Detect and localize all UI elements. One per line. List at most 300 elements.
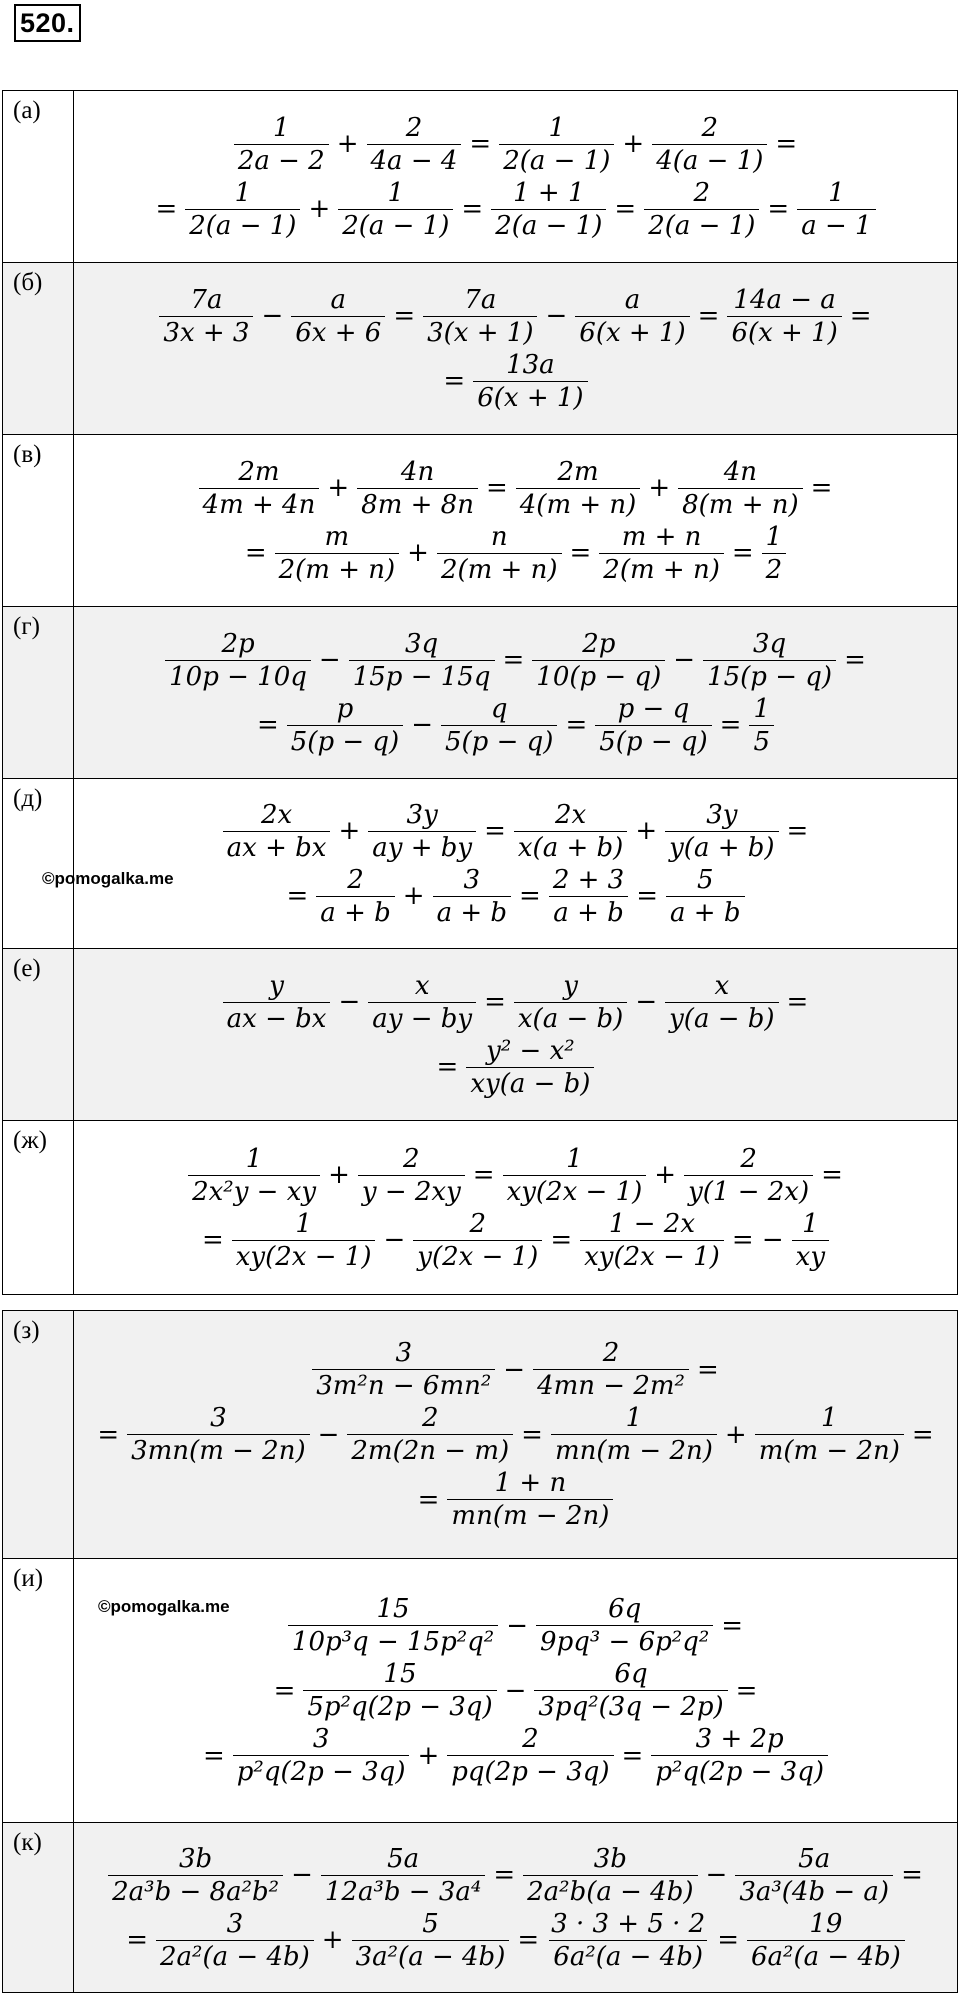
- fraction-denominator: ay − by: [368, 1002, 476, 1032]
- fraction: [514, 970, 627, 1034]
- fraction-numerator: 2m: [238, 456, 280, 487]
- fraction-numerator: y: [563, 970, 578, 1001]
- fraction-numerator: 3 · 3 + 5 · 2: [551, 1908, 706, 1939]
- fraction: [755, 1405, 904, 1464]
- fraction-numerator: a: [624, 284, 641, 315]
- operator: =: [393, 301, 416, 331]
- fraction: [437, 521, 562, 585]
- equation-line: [74, 1726, 957, 1785]
- equation-line: [74, 693, 957, 757]
- operator: +: [407, 538, 429, 568]
- equation-line: [74, 1340, 957, 1399]
- fraction-numerator: 2x: [260, 799, 293, 830]
- fraction-numerator: x: [714, 970, 730, 1001]
- fraction-numerator: m: [324, 521, 350, 552]
- fraction: [413, 1208, 542, 1272]
- solution-label: (е): [3, 949, 74, 1121]
- fraction: [797, 177, 875, 241]
- equation-line: [74, 177, 957, 241]
- fraction-denominator: 2m(2n − m): [347, 1434, 513, 1464]
- fraction-denominator: p²q(2p − 3q): [651, 1755, 828, 1785]
- fraction: [473, 349, 587, 413]
- fraction-denominator: 2(a − 1): [185, 209, 300, 239]
- fraction-denominator: xy(2x − 1): [503, 1175, 647, 1205]
- solution-label: (к): [3, 1823, 74, 1993]
- fraction: [368, 799, 476, 863]
- fraction: [233, 1726, 410, 1785]
- fraction-denominator: 3x + 3: [159, 316, 253, 346]
- operator: =: [502, 645, 525, 675]
- fraction-denominator: xy(2x − 1): [232, 1240, 376, 1270]
- operator: =: [911, 1419, 934, 1450]
- fraction: [223, 799, 331, 863]
- equation-line: [74, 1143, 957, 1207]
- operator: −: [504, 1675, 527, 1706]
- operator: =: [614, 194, 637, 224]
- fraction-numerator: 3q: [752, 628, 787, 659]
- fraction-numerator: 5: [422, 1908, 439, 1939]
- fraction-numerator: 6q: [614, 1659, 648, 1689]
- fraction: [644, 177, 759, 241]
- fraction: [275, 521, 400, 585]
- fraction: [367, 112, 462, 176]
- equation-line: [74, 1208, 957, 1272]
- fraction: [156, 1908, 314, 1972]
- solution-derivation: [74, 1311, 958, 1559]
- fraction-denominator: 3(x + 1): [423, 316, 537, 346]
- fraction-denominator: p²q(2p − 3q): [233, 1755, 410, 1785]
- fraction: [358, 1143, 465, 1207]
- fraction: [433, 864, 511, 928]
- fraction-numerator: 19: [809, 1908, 843, 1939]
- solution-row: [3, 779, 958, 949]
- fraction-numerator: 2: [602, 1338, 620, 1368]
- fraction-numerator: m + n: [621, 521, 702, 552]
- fraction-numerator: 2x: [554, 799, 587, 830]
- fraction: [665, 799, 778, 863]
- operator: =: [519, 881, 541, 911]
- fraction-denominator: xy(a − b): [466, 1067, 594, 1097]
- operator: +: [308, 194, 331, 224]
- operator: −: [317, 1419, 340, 1450]
- fraction: [514, 799, 627, 863]
- fraction: [727, 284, 841, 348]
- operator: =: [717, 1925, 740, 1955]
- fraction-denominator: mn(m − 2n): [447, 1499, 613, 1529]
- fraction-numerator: 1: [802, 1208, 819, 1239]
- fraction: [312, 1340, 495, 1399]
- fraction-denominator: 3a²(a − 4b): [352, 1940, 510, 1970]
- fraction: [368, 970, 476, 1034]
- fraction: [352, 1908, 510, 1972]
- operator: =: [731, 538, 754, 568]
- fraction-denominator: 3a³(4b − a): [735, 1875, 893, 1905]
- fraction-numerator: 1 − 2x: [608, 1208, 695, 1239]
- fraction: [288, 1596, 498, 1655]
- fraction: [287, 693, 403, 757]
- fraction: [792, 1208, 829, 1272]
- solution-derivation: [42, 779, 958, 949]
- fraction: [735, 1843, 893, 1907]
- equation-line: [74, 1035, 957, 1099]
- fraction-denominator: xy: [792, 1240, 829, 1270]
- operator: +: [336, 129, 359, 159]
- fraction-numerator: 2: [693, 177, 711, 208]
- equation-line: [74, 456, 957, 520]
- fraction-denominator: 2(a − 1): [499, 144, 614, 174]
- fraction-denominator: a + b: [666, 896, 744, 926]
- fraction-numerator: p − q: [617, 693, 690, 724]
- fraction: [532, 628, 665, 692]
- solution-row: [3, 1311, 958, 1559]
- fraction-denominator: 10p − 10q: [165, 660, 311, 690]
- operator: +: [417, 1740, 440, 1771]
- fraction-numerator: 6q: [608, 1594, 642, 1624]
- fraction-denominator: 10(p − q): [532, 660, 665, 690]
- fraction-numerator: 1 + n: [494, 1468, 567, 1498]
- watermark: ©pomogalka.me: [98, 1597, 230, 1616]
- fraction: [503, 1143, 647, 1207]
- fraction: [516, 456, 641, 520]
- fraction-numerator: 1: [272, 112, 290, 143]
- solution-derivation: [74, 91, 958, 263]
- fraction: [232, 1208, 376, 1272]
- operator: =: [697, 301, 720, 331]
- solution-row: [3, 607, 958, 779]
- fraction-denominator: y(a − b): [665, 1002, 778, 1032]
- fraction: [165, 628, 311, 692]
- fraction: [599, 521, 724, 585]
- operator: −: [506, 1610, 529, 1641]
- fraction-denominator: y − 2xy: [358, 1175, 465, 1205]
- fraction-numerator: a: [330, 284, 347, 315]
- fraction: [536, 1596, 713, 1655]
- operator: =: [901, 1860, 923, 1890]
- fraction-denominator: 2a²b(a − 4b): [523, 1875, 697, 1905]
- operator: =: [569, 538, 592, 568]
- fraction: [316, 864, 394, 928]
- fraction-numerator: 1: [753, 693, 771, 724]
- equation-line: [74, 349, 957, 413]
- operator: =: [469, 129, 492, 159]
- equation-line: [74, 1661, 957, 1720]
- operator: −: [705, 1860, 728, 1890]
- fraction-numerator: 3: [210, 1403, 227, 1433]
- operator: +: [635, 816, 658, 846]
- fraction-numerator: 1: [625, 1403, 643, 1433]
- fraction: [423, 284, 537, 348]
- fraction-denominator: 5p²q(2p − 3q): [303, 1690, 496, 1720]
- fraction-numerator: 5: [696, 864, 714, 895]
- fraction-denominator: m(m − 2n): [755, 1434, 904, 1464]
- fraction-numerator: 1: [234, 177, 252, 208]
- operator: +: [724, 1419, 747, 1450]
- fraction: [199, 456, 320, 520]
- equation-line: [74, 628, 957, 692]
- fraction-numerator: 1 + 1: [513, 177, 585, 208]
- fraction-numerator: 5a: [798, 1843, 831, 1874]
- fraction-denominator: 6a²(a − 4b): [549, 1940, 707, 1970]
- operator: =: [472, 1160, 495, 1190]
- operator: =: [97, 1419, 120, 1450]
- solution-label: (ж): [3, 1121, 74, 1295]
- operator: = −: [731, 1225, 784, 1255]
- operator: +: [327, 473, 350, 503]
- fraction-numerator: 3: [312, 1724, 330, 1754]
- operator: =: [786, 816, 809, 846]
- fraction: [441, 693, 557, 757]
- fraction: [665, 970, 778, 1034]
- fraction-denominator: 12a³b − 3a⁴: [321, 1875, 485, 1905]
- fraction-numerator: 1: [828, 177, 845, 208]
- fraction: [762, 521, 787, 585]
- fraction-numerator: 2: [740, 1143, 757, 1174]
- fraction-numerator: 1: [387, 177, 405, 208]
- fraction: [523, 1843, 697, 1907]
- operator: +: [338, 816, 361, 846]
- fraction-denominator: 2(m + n): [437, 553, 562, 583]
- fraction: [357, 456, 478, 520]
- exercise-number: 520.: [14, 4, 81, 42]
- solutions-table-2: [2, 1310, 958, 1993]
- fraction-numerator: 3b: [593, 1843, 627, 1874]
- equation-line: [74, 799, 957, 863]
- fraction: [108, 1843, 283, 1907]
- fraction-numerator: 14a − a: [733, 284, 836, 315]
- fraction-numerator: 15: [376, 1594, 410, 1624]
- fraction-numerator: 13a: [506, 349, 555, 380]
- fraction-denominator: 2(m + n): [275, 553, 400, 583]
- fraction-denominator: 2x²y − xy: [188, 1175, 320, 1205]
- fraction: [651, 1726, 828, 1785]
- fraction-denominator: mn(m − 2n): [551, 1434, 717, 1464]
- operator: =: [202, 1740, 225, 1771]
- operator: =: [786, 987, 809, 1017]
- operator: −: [635, 987, 658, 1017]
- fraction-denominator: 8(m + n): [678, 488, 803, 518]
- fraction-denominator: 4a − 4: [367, 144, 462, 174]
- fraction-denominator: 6(x + 1): [473, 381, 587, 411]
- solution-derivation: [74, 1559, 958, 1823]
- fraction-numerator: 1: [548, 112, 566, 143]
- fraction: [666, 864, 744, 928]
- fraction: [223, 970, 331, 1034]
- operator: −: [318, 645, 341, 675]
- fraction-denominator: 3mn(m − 2n): [127, 1434, 309, 1464]
- operator: =: [461, 194, 484, 224]
- fraction-denominator: 2: [762, 553, 787, 583]
- fraction: [678, 456, 803, 520]
- fraction-numerator: 7a: [464, 284, 497, 315]
- operator: +: [402, 881, 425, 911]
- fraction-numerator: 2 + 3: [552, 864, 625, 895]
- fraction-denominator: 15p − 15q: [349, 660, 495, 690]
- operator: =: [810, 473, 833, 503]
- fraction-denominator: 9pq³ − 6p²q²: [536, 1625, 713, 1655]
- operator: =: [735, 1675, 758, 1706]
- solution-derivation: [74, 1823, 958, 1993]
- operator: −: [411, 710, 433, 740]
- fraction-numerator: p: [336, 693, 354, 724]
- fraction-numerator: y² − x²: [486, 1035, 575, 1066]
- fraction: [234, 112, 329, 176]
- fraction-numerator: 2: [347, 864, 364, 895]
- solution-derivation: [74, 435, 958, 607]
- fraction-numerator: 2: [469, 1208, 487, 1239]
- solution-derivation: [74, 949, 958, 1121]
- fraction: [321, 1843, 485, 1907]
- fraction-denominator: xy(2x − 1): [580, 1240, 724, 1270]
- fraction: [347, 1405, 513, 1464]
- solution-row: [3, 91, 958, 263]
- fraction-numerator: 4n: [723, 456, 758, 487]
- solution-derivation: [74, 607, 958, 779]
- equation-line: [74, 1908, 957, 1972]
- fraction-denominator: ax + bx: [223, 831, 331, 861]
- operator: =: [273, 1675, 296, 1706]
- equation-line: [74, 1843, 957, 1907]
- operator: =: [565, 710, 588, 740]
- solution-row: [3, 1823, 958, 1993]
- fraction-denominator: x(a − b): [514, 1002, 627, 1032]
- fraction: [703, 628, 836, 692]
- fraction: [580, 1208, 724, 1272]
- operator: =: [244, 538, 267, 568]
- fraction: [338, 177, 453, 241]
- operator: =: [550, 1225, 573, 1255]
- operator: =: [721, 1610, 744, 1641]
- fraction-denominator: y(1 − 2x): [684, 1175, 813, 1205]
- solution-label: (в): [3, 435, 74, 607]
- fraction-numerator: 3y: [406, 799, 438, 830]
- operator: −: [673, 645, 696, 675]
- fraction-denominator: 15(p − q): [703, 660, 836, 690]
- operator: =: [521, 1419, 543, 1450]
- fraction: [595, 693, 711, 757]
- operator: −: [503, 1354, 526, 1385]
- fraction-denominator: 5(p − q): [441, 725, 557, 755]
- solution-label: (д): [3, 779, 74, 949]
- fraction-denominator: 5(p − q): [595, 725, 711, 755]
- fraction-denominator: 4(a − 1): [652, 144, 767, 174]
- operator: +: [321, 1925, 344, 1955]
- fraction-numerator: 1: [566, 1143, 583, 1174]
- fraction-denominator: 4(m + n): [516, 488, 641, 518]
- fraction: [447, 1726, 613, 1785]
- fraction-denominator: 2a³b − 8a²b²: [108, 1875, 283, 1905]
- fraction-denominator: 8m + 8n: [357, 488, 478, 518]
- fraction-numerator: n: [490, 521, 508, 552]
- watermark: ©pomogalka.me: [42, 869, 174, 888]
- fraction-denominator: 5(p − q): [287, 725, 403, 755]
- equation-line: [74, 1405, 957, 1464]
- fraction-denominator: 10p³q − 15p²q²: [288, 1625, 498, 1655]
- fraction-numerator: 2p: [221, 628, 255, 659]
- fraction: [551, 1405, 717, 1464]
- fraction: [549, 864, 628, 928]
- fraction-numerator: 3 + 2p: [695, 1724, 784, 1754]
- solution-derivation: [74, 263, 958, 435]
- operator: =: [849, 301, 872, 331]
- operator: =: [443, 366, 466, 396]
- fraction-denominator: y(2x − 1): [413, 1240, 542, 1270]
- fraction-denominator: a + b: [316, 896, 394, 926]
- fraction: [684, 1143, 813, 1207]
- fraction-numerator: 2m: [557, 456, 599, 487]
- fraction-numerator: 3y: [706, 799, 738, 830]
- fraction-denominator: 2a²(a − 4b): [156, 1940, 314, 1970]
- fraction-denominator: a + b: [549, 896, 627, 926]
- fraction-numerator: 1: [245, 1143, 263, 1174]
- fraction: [466, 1035, 594, 1099]
- operator: =: [636, 881, 659, 911]
- fraction: [303, 1661, 496, 1720]
- fraction-numerator: 2: [522, 1724, 539, 1754]
- fraction: [547, 1908, 709, 1972]
- operator: +: [654, 1160, 677, 1190]
- fraction-denominator: 4m + 4n: [199, 488, 320, 518]
- operator: =: [844, 645, 866, 675]
- fraction: [159, 284, 253, 348]
- operator: =: [719, 710, 742, 740]
- fraction-numerator: 3q: [405, 628, 439, 659]
- fraction: [534, 1661, 727, 1720]
- fraction-numerator: 15: [383, 1659, 417, 1689]
- equation-line: [74, 112, 957, 176]
- solutions-table-1: [2, 90, 958, 1295]
- fraction-denominator: y(a + b): [665, 831, 778, 861]
- operator: =: [484, 987, 506, 1017]
- fraction: [533, 1340, 689, 1399]
- fraction-denominator: x(a + b): [514, 831, 627, 861]
- equation-line: [74, 521, 957, 585]
- fraction-numerator: 3: [463, 864, 481, 895]
- fraction-numerator: 2: [403, 1143, 420, 1174]
- fraction-numerator: 1: [821, 1403, 838, 1433]
- fraction: [188, 1143, 320, 1207]
- equation-line: [74, 864, 957, 928]
- fraction: [447, 1470, 613, 1529]
- solution-label: (и): [3, 1559, 74, 1823]
- fraction: [349, 628, 495, 692]
- operator: +: [328, 1160, 350, 1190]
- fraction-numerator: 3: [395, 1338, 413, 1368]
- operator: +: [648, 473, 671, 503]
- operator: −: [291, 1860, 313, 1890]
- fraction: [575, 284, 689, 348]
- operator: =: [201, 1225, 224, 1255]
- fraction-denominator: a − 1: [797, 209, 875, 239]
- operator: =: [493, 1860, 516, 1890]
- fraction-denominator: pq(2p − 3q): [447, 1755, 613, 1785]
- fraction: [652, 112, 767, 176]
- solution-derivation: [74, 1121, 958, 1295]
- fraction-numerator: 2p: [582, 628, 616, 659]
- fraction: [499, 112, 614, 176]
- solution-row: [3, 263, 958, 435]
- solution-row: [3, 949, 958, 1121]
- fraction-denominator: 6(x + 1): [575, 316, 689, 346]
- fraction-denominator: 6(x + 1): [727, 316, 841, 346]
- fraction-numerator: 3b: [179, 1843, 213, 1874]
- operator: =: [436, 1052, 459, 1082]
- fraction-numerator: 2: [421, 1403, 439, 1433]
- fraction-denominator: 2(a − 1): [644, 209, 759, 239]
- solution-label: (г): [3, 607, 74, 779]
- operator: =: [126, 1925, 149, 1955]
- fraction-denominator: 3m²n − 6mn²: [312, 1369, 495, 1399]
- fraction-numerator: q: [490, 693, 508, 724]
